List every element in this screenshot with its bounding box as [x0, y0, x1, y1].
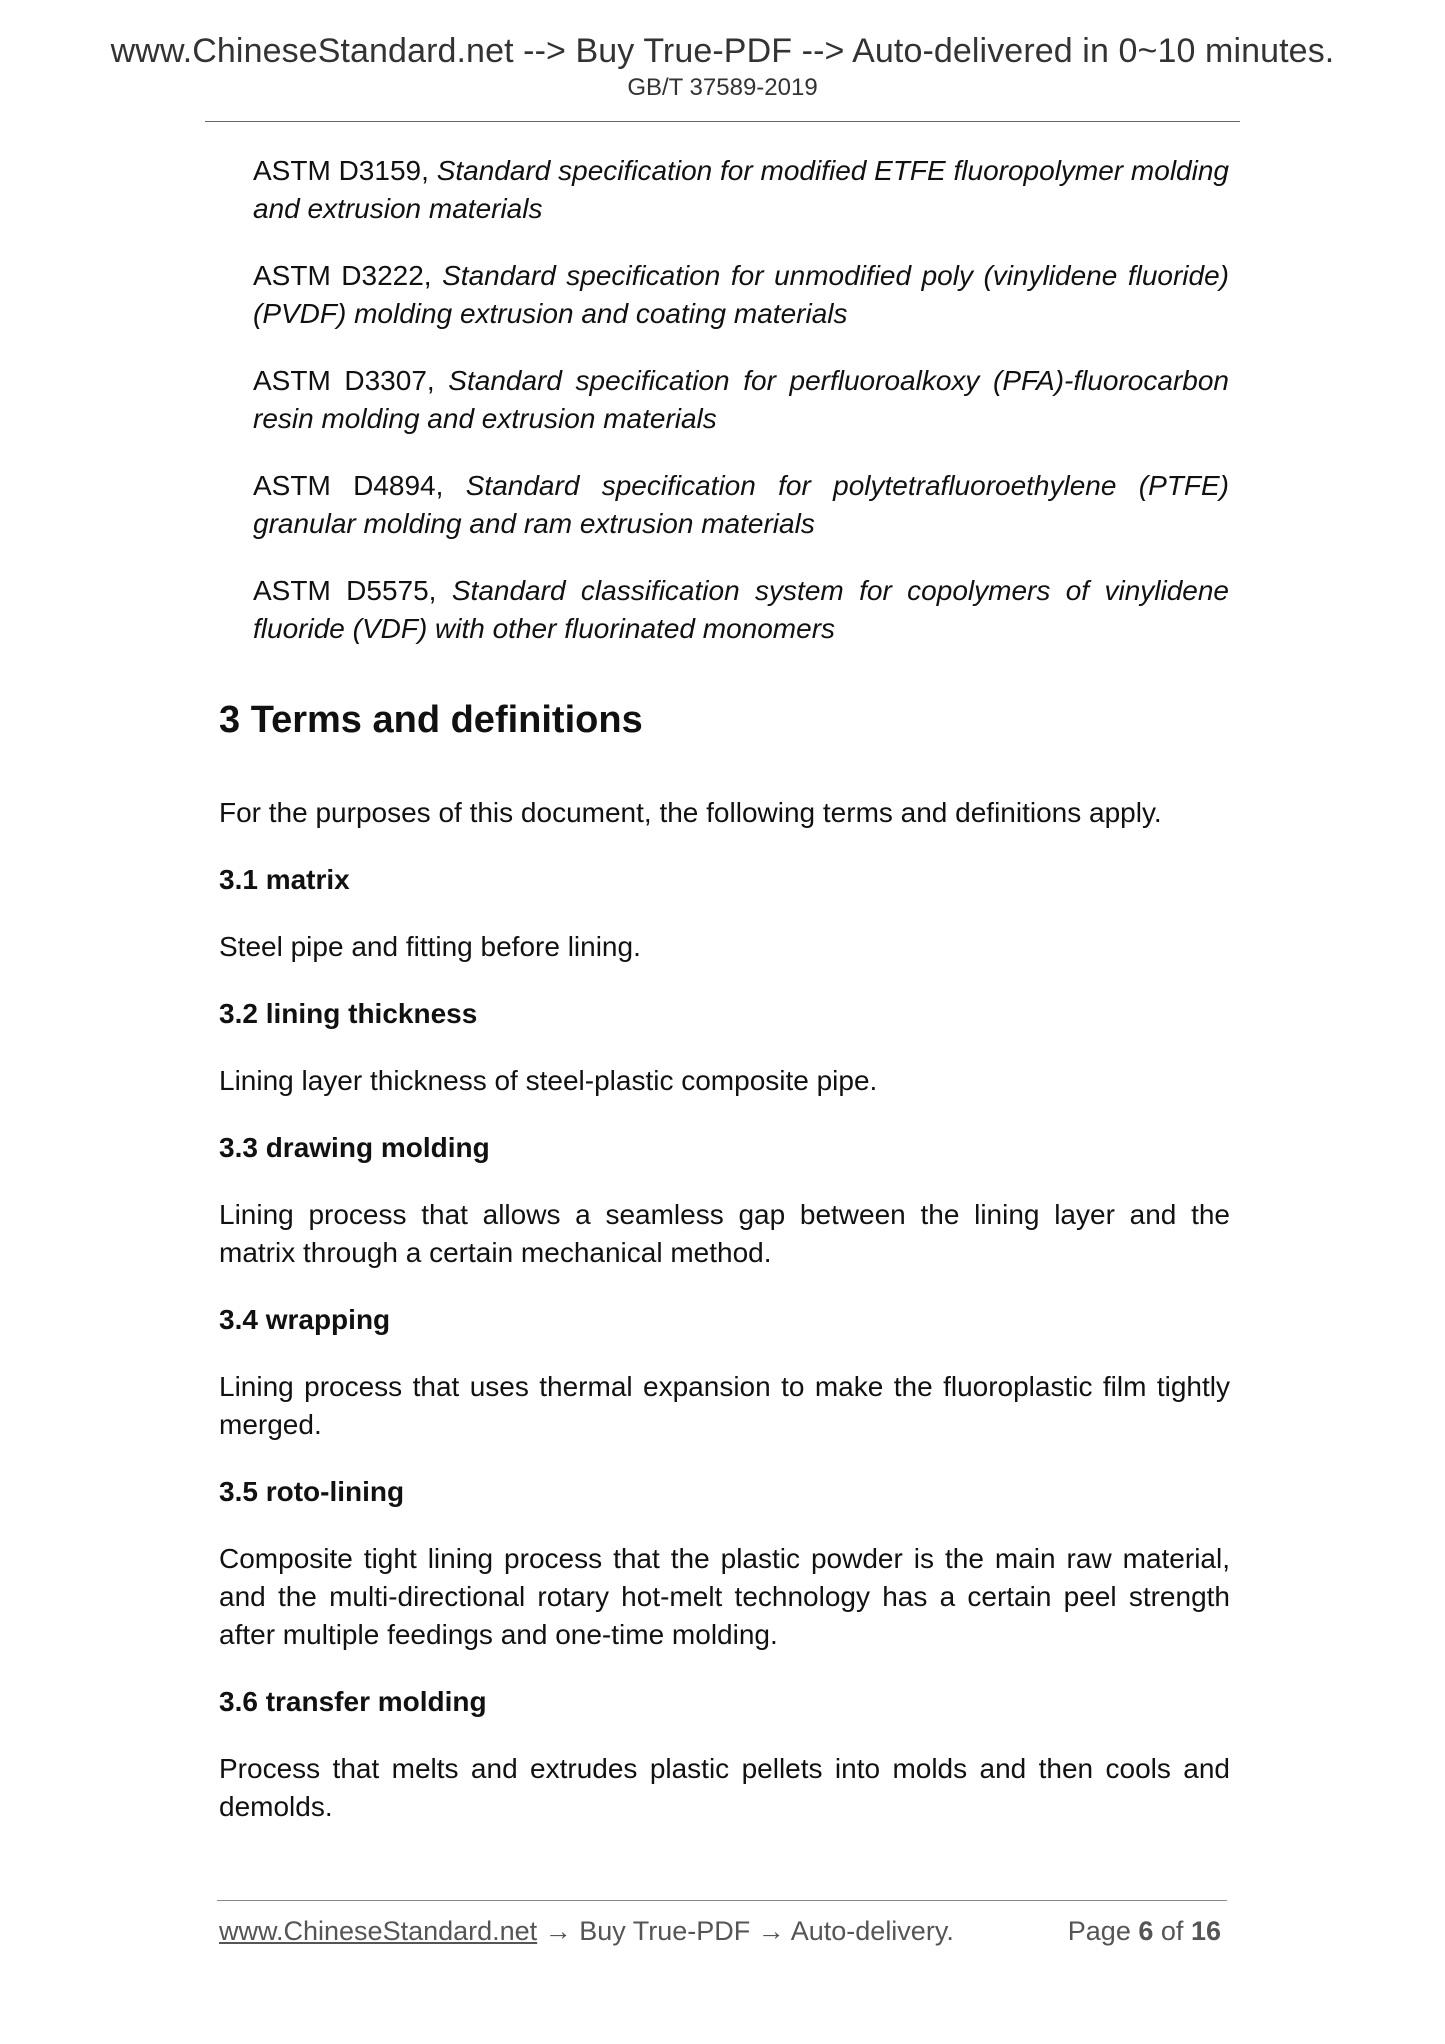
footer-site-link[interactable]: www.ChineseStandard.net [219, 1916, 538, 1946]
reference-item [253, 152, 1229, 228]
reference-item [253, 467, 1229, 543]
reference-title: Standard classification system for copolymers of vinylidene fluoride (VDF) with other fluorinated monomers [253, 575, 1229, 644]
terms-section [219, 690, 1230, 1826]
footer-divider [217, 1900, 1227, 1901]
term-heading: 3.3 drawing molding [219, 1132, 490, 1163]
page-total: 16 [1190, 1916, 1221, 1946]
reference-title: Standard specification for modified ETFE fluoropolymer molding and extrusion materials [253, 155, 1229, 224]
reference-code: ASTM D3159, [253, 155, 429, 186]
normative-references-list [253, 152, 1229, 677]
term-definition: Lining process that uses thermal expansion to make the fluoroplastic film tightly merged. [219, 1371, 1230, 1440]
reference-code: ASTM D5575, [253, 575, 437, 606]
standard-number: GB/T 37589-2019 [627, 74, 818, 101]
reference-code: ASTM D3307, [253, 365, 435, 396]
term-heading: 3.5 roto-lining [219, 1476, 405, 1507]
page-label: Page [1067, 1916, 1131, 1946]
section-intro: For the purposes of this document, the following terms and definitions apply. [219, 797, 1162, 828]
term-definition: Lining process that allows a seamless gap between the lining layer and the matrix through a certain mechanical method. [219, 1199, 1230, 1268]
term-heading: 3.2 lining thickness [219, 998, 478, 1029]
reference-code: ASTM D3222, [253, 260, 432, 291]
term-heading: 3.1 matrix [219, 864, 350, 895]
page-of: of [1160, 1916, 1184, 1946]
term-heading: 3.6 transfer molding [219, 1686, 487, 1717]
term-definition: Composite tight lining process that the plastic powder is the main raw material, and the multi-directional rotary hot-melt technology has a certain peel strength after multiple feedings and one-time molding. [219, 1543, 1230, 1650]
header-banner: www.ChineseStandard.net --> Buy True-PDF --> Auto-delivered in 0~10 minutes. [110, 32, 1335, 70]
header-divider [205, 121, 1240, 122]
page-current: 6 [1138, 1916, 1154, 1946]
term-definition: Lining layer thickness of steel-plastic composite pipe. [219, 1065, 878, 1096]
footer-tail: → Buy True-PDF → Auto-delivery. [537, 1916, 954, 1946]
reference-title: Standard specification for unmodified poly (vinylidene fluoride) (PVDF) molding extrusion and coating materials [253, 260, 1229, 329]
section-title: 3 Terms and definitions [219, 699, 643, 741]
term-definition: Process that melts and extrudes plastic pellets into molds and then cools and demolds. [219, 1753, 1230, 1822]
page-indicator [1068, 1916, 1221, 1947]
reference-item [253, 362, 1229, 438]
reference-title: Standard specification for polytetrafluoroethylene (PTFE) granular molding and ram extrusion materials [253, 470, 1229, 539]
term-heading: 3.4 wrapping [219, 1304, 391, 1335]
reference-item [253, 572, 1229, 648]
reference-code: ASTM D4894, [253, 470, 444, 501]
term-definition: Steel pipe and fitting before lining. [219, 931, 641, 962]
footer-promo [219, 1916, 954, 1947]
reference-title: Standard specification for perfluoroalkoxy (PFA)-fluorocarbon resin molding and extrusion materials [253, 365, 1229, 434]
reference-item [253, 257, 1229, 333]
